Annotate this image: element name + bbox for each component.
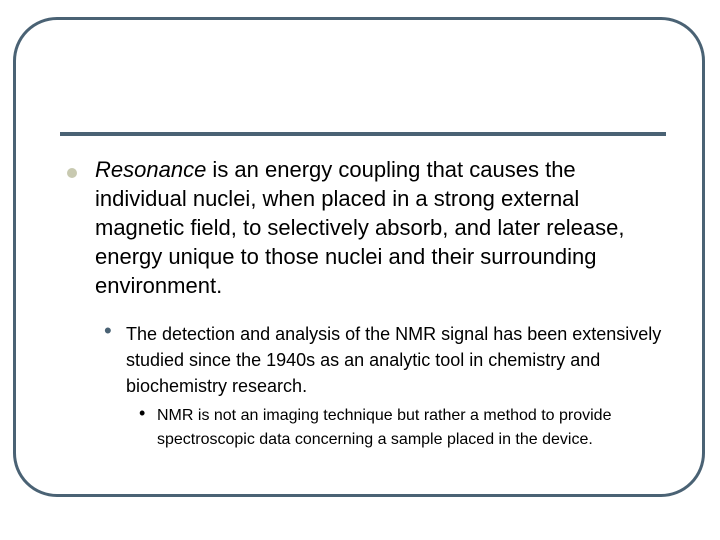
bullet-level3-text: NMR is not an imaging technique but rather a method to provide spectroscopic data concerning a sample placed in the device. bbox=[157, 407, 612, 448]
bullet-dot-icon: • bbox=[139, 403, 146, 423]
bullet-dot-icon: • bbox=[104, 318, 112, 343]
resonance-term: Resonance bbox=[95, 157, 207, 182]
bullet-level1-text bbox=[95, 155, 655, 300]
title-divider bbox=[60, 132, 666, 136]
bullet-dot-icon bbox=[67, 168, 77, 178]
bullet-level2-text: The detection and analysis of the NMR signal has been extensively studied since the 1940s as an analytic tool in chemistry and biochemistry research. bbox=[126, 324, 662, 396]
bullet-level1-body: is an energy coupling that causes the individual nuclei, when placed in a strong external magnetic field, to selectively absorb, and later release, energy unique to those nuclei and their surrounding environment. bbox=[95, 157, 625, 298]
